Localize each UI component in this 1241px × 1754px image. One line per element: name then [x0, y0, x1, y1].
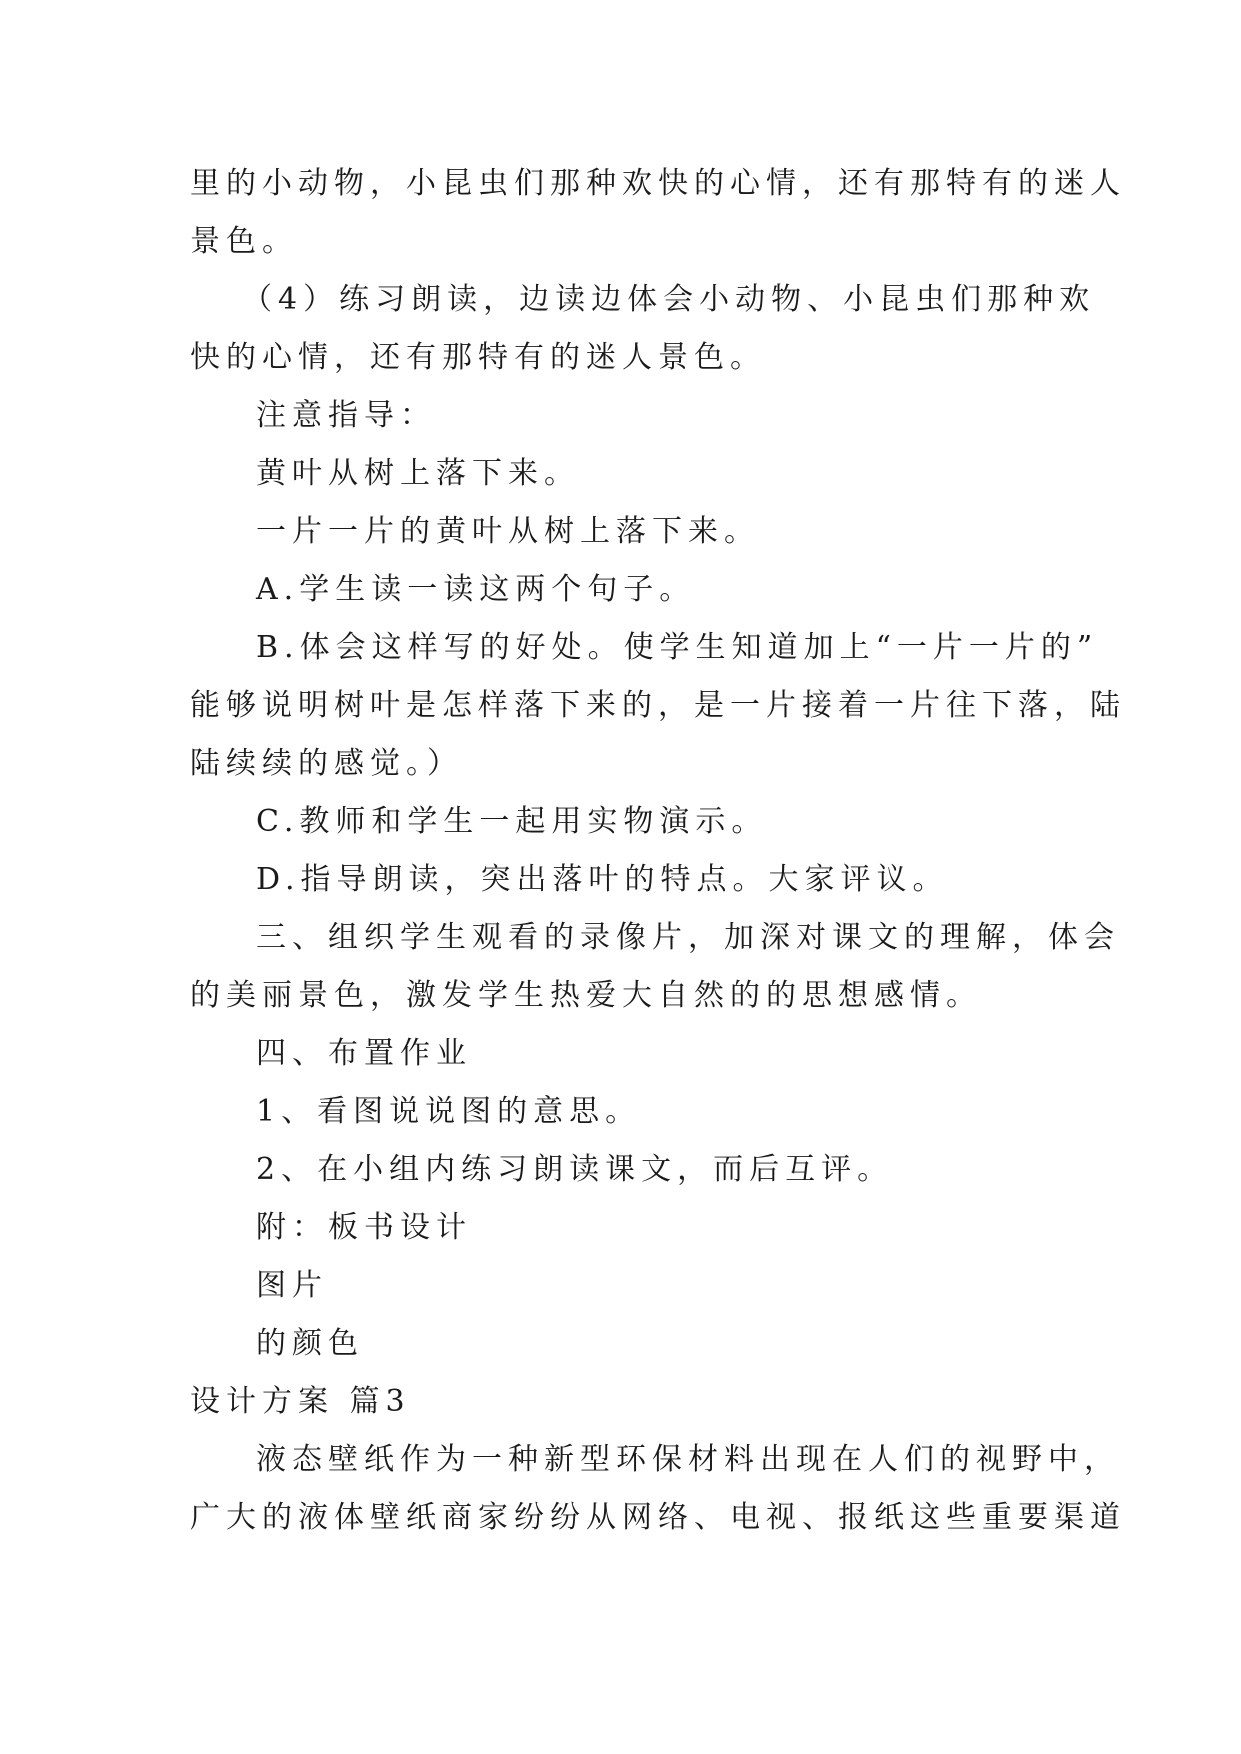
paragraph-line: 注意指导：: [256, 398, 436, 433]
paragraph-line: A.学生读一读这两个句子。: [256, 572, 696, 607]
paragraph-line: 附：板书设计: [256, 1210, 472, 1245]
paragraph-line: 的颜色: [256, 1326, 364, 1361]
paragraph-line: 1、看图说说图的意思。: [256, 1094, 642, 1129]
paragraph-line: 快的心情，还有那特有的迷人景色。: [190, 340, 766, 375]
paragraph-line: 景色。: [190, 224, 298, 259]
paragraph-line: （4）练习朗读，边读边体会小动物、小昆虫们那种欢: [242, 282, 1096, 317]
paragraph-line: 图片: [256, 1268, 328, 1303]
paragraph-line: D.指导朗读，突出落叶的特点。大家评议。: [256, 862, 949, 897]
paragraph-line: 一片一片的黄叶从树上落下来。: [256, 514, 760, 549]
paragraph-line: 黄叶从树上落下来。: [256, 456, 580, 491]
paragraph-line: 三、组织学生观看的录像片，加深对课文的理解，体会: [256, 920, 1120, 955]
paragraph-line: 液态壁纸作为一种新型环保材料出现在人们的视野中，: [256, 1442, 1120, 1477]
paragraph-line: B.体会这样写的好处。使学生知道加上“一片一片的”: [256, 630, 1099, 665]
paragraph-line: 陆续续的感觉。）: [190, 746, 463, 781]
paragraph-line: 里的小动物，小昆虫们那种欢快的心情，还有那特有的迷人: [190, 166, 1126, 201]
section-title: 设计方案 篇3: [190, 1384, 411, 1419]
paragraph-line: 广大的液体壁纸商家纷纷从网络、电视、报纸这些重要渠道: [190, 1500, 1126, 1535]
paragraph-line: 能够说明树叶是怎样落下来的，是一片接着一片往下落，陆: [190, 688, 1126, 723]
paragraph-line: C.教师和学生一起用实物演示。: [256, 804, 768, 839]
paragraph-line: 2、在小组内练习朗读课文，而后互评。: [256, 1152, 894, 1187]
document-body: [190, 155, 1126, 1547]
paragraph-line: 的美丽景色，激发学生热爱大自然的的思想感情。: [190, 978, 982, 1013]
section-heading: 四、布置作业: [256, 1036, 472, 1071]
